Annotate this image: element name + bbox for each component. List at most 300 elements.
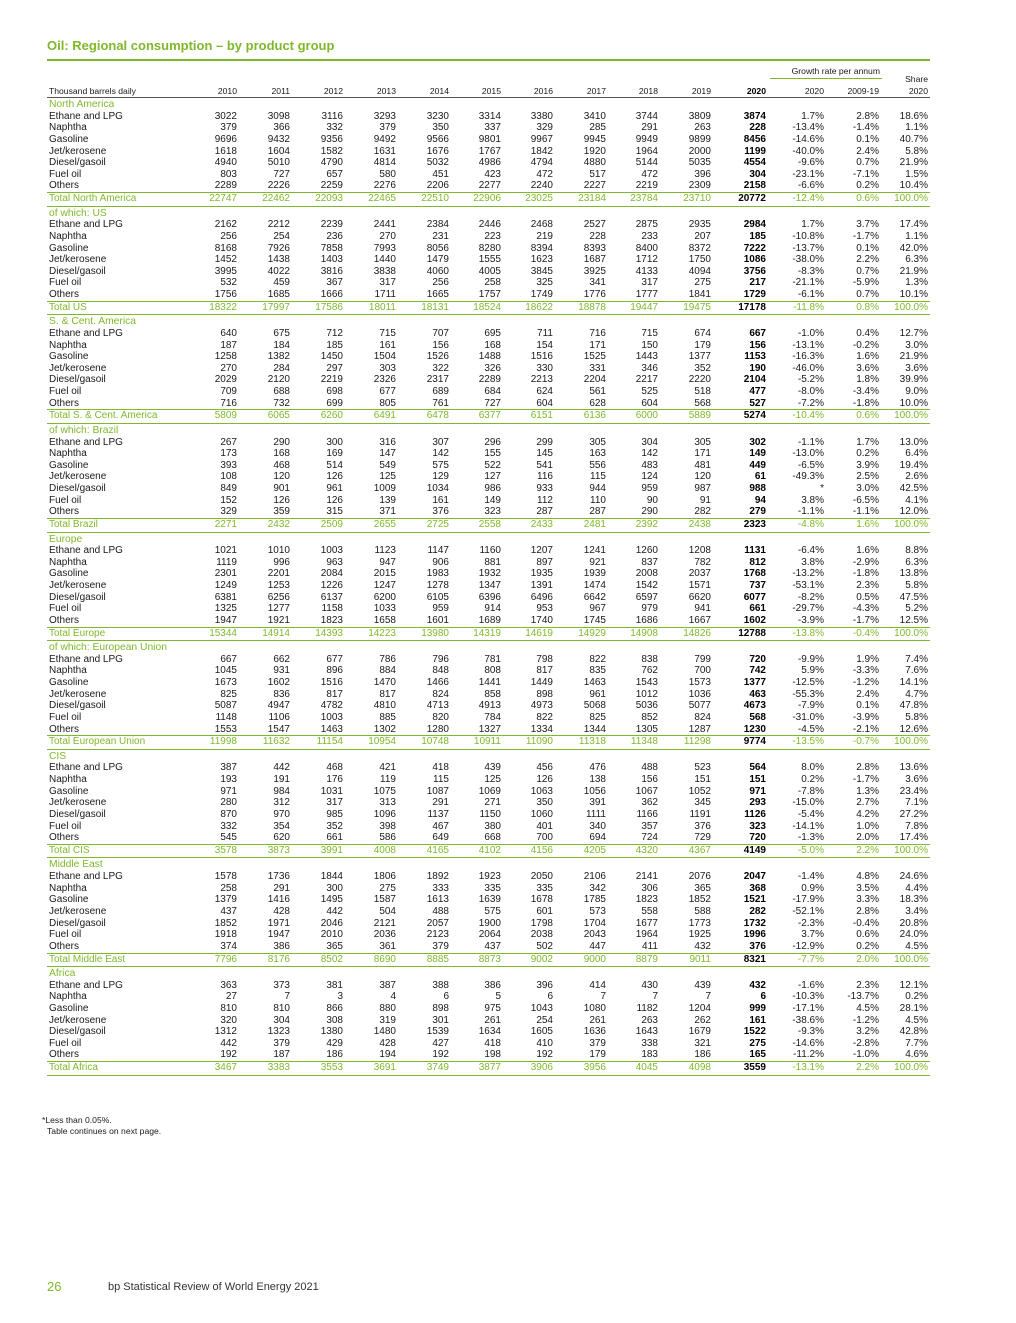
table-cell: -1.0%: [797, 327, 824, 339]
table-cell: 720: [749, 832, 766, 844]
table-cell: 604: [536, 397, 553, 409]
table-cell: -9.3%: [797, 1026, 824, 1038]
table-cell: 267: [220, 436, 237, 448]
table-cell: 333: [432, 882, 449, 894]
table-cell: 2984: [743, 219, 766, 231]
table-cell: 149: [484, 494, 501, 506]
table-cell: 115: [433, 774, 449, 786]
table-cell: 798: [536, 653, 553, 665]
table-cell: 4133: [635, 265, 658, 277]
table-cell: 350: [536, 797, 553, 809]
table-cell: 668: [484, 832, 501, 844]
table-cell: 2046: [320, 917, 343, 929]
product-label: Others: [49, 614, 80, 626]
table-cell: 3116: [321, 110, 343, 122]
table-cell: 126: [326, 494, 343, 506]
table-cell: 2655: [373, 519, 396, 530]
table-cell: 345: [694, 797, 711, 809]
footnote-continues: Table continues on next page.: [47, 1126, 162, 1136]
table-cell: 1745: [583, 614, 606, 626]
table-row: [47, 568, 930, 580]
product-label: Ethane and LPG: [49, 110, 123, 122]
section-heading-row: [47, 316, 930, 328]
table-cell: 2271: [214, 519, 237, 530]
table-cell: 304: [749, 168, 766, 180]
table-cell: 287: [536, 506, 553, 518]
table-cell: 2213: [530, 374, 553, 386]
publication-title: bp Statistical Review of World Energy 2021: [108, 1281, 319, 1293]
table-cell: 472: [641, 168, 658, 180]
table-cell: 168: [273, 448, 290, 460]
year-header: 2017: [586, 86, 606, 96]
table-cell: 9.0%: [905, 386, 928, 398]
table-cell: 836: [273, 688, 290, 700]
section-title: of which: Brazil: [49, 424, 119, 436]
table-row: [47, 774, 930, 786]
table-cell: 308: [326, 1014, 343, 1026]
year-header: 2011: [271, 86, 290, 96]
table-cell: 284: [273, 362, 290, 374]
table-cell: -6.4%: [797, 545, 824, 557]
table-cell: 379: [379, 122, 396, 134]
table-cell: 366: [273, 122, 290, 134]
table-cell: 112: [537, 494, 553, 506]
section-heading-row: [47, 859, 930, 871]
table-cell: 796: [432, 653, 449, 665]
table-cell: 961: [326, 483, 343, 495]
table-cell: 428: [273, 905, 290, 917]
table-cell: 1204: [688, 1002, 711, 1014]
table-cell: 151: [749, 774, 766, 786]
table-cell: 357: [641, 820, 658, 832]
table-cell: 1602: [267, 677, 290, 689]
table-cell: 7.1%: [905, 797, 928, 809]
table-cell: -1.0%: [852, 1049, 879, 1061]
table-cell: 661: [326, 832, 343, 844]
table-cell: 5036: [635, 700, 658, 712]
table-cell: 2010: [320, 929, 343, 941]
product-label: Gasoline: [49, 459, 89, 471]
table-row: [47, 700, 930, 712]
table-cell: 42.8%: [899, 1026, 928, 1038]
table-cell: 275: [379, 882, 396, 894]
table-row: [47, 374, 930, 386]
table-cell: -14.1%: [792, 820, 824, 832]
table-cell: 3578: [214, 844, 237, 856]
table-cell: 3.6%: [905, 362, 928, 374]
table-cell: 155: [484, 448, 501, 460]
table-row: [47, 871, 930, 883]
footnote-less-than: *Less than 0.05%.: [42, 1115, 112, 1125]
table-cell: 987: [694, 483, 711, 495]
total-label: Total Africa: [49, 1062, 98, 1074]
table-cell: 4.5%: [856, 1002, 879, 1014]
table-cell: 365: [694, 882, 711, 894]
table-cell: 7.4%: [905, 653, 928, 665]
table-cell: 6396: [478, 591, 501, 603]
table-cell: 2527: [583, 219, 606, 231]
table-cell: 376: [749, 940, 766, 952]
column-header-row: [47, 85, 930, 97]
table-cell: 880: [379, 1002, 396, 1014]
table-cell: 3874: [743, 110, 766, 122]
table-cell: 4673: [743, 700, 766, 712]
product-label: Naphtha: [49, 230, 87, 242]
table-cell: 1921: [267, 614, 290, 626]
table-cell: 300: [326, 436, 343, 448]
table-cell: 5144: [635, 157, 658, 169]
table-cell: 151: [694, 774, 711, 786]
table-cell: 11348: [630, 736, 658, 748]
table-cell: 1729: [743, 289, 766, 301]
table-cell: 11998: [209, 736, 237, 748]
table-cell: -7.7%: [797, 953, 824, 965]
table-cell: 439: [484, 762, 501, 774]
table-cell: 564: [749, 762, 766, 774]
table-cell: -8.0%: [797, 386, 824, 398]
table-cell: 724: [641, 832, 658, 844]
table-cell: 649: [432, 832, 449, 844]
table-cell: 6381: [214, 591, 237, 603]
table-cell: 1947: [267, 929, 290, 941]
table-cell: 1712: [635, 254, 658, 266]
table-cell: 332: [220, 820, 237, 832]
table-cell: 1704: [583, 917, 606, 929]
table-cell: 6478: [426, 410, 449, 422]
table-row: [47, 677, 930, 689]
table-cell: 488: [432, 905, 449, 917]
table-cell: 4094: [688, 265, 711, 277]
total-label: Total US: [49, 301, 87, 313]
table-cell: 1479: [426, 254, 449, 266]
table-cell: 898: [536, 688, 553, 700]
table-cell: 2076: [688, 871, 711, 883]
table-cell: 17586: [315, 301, 343, 313]
product-label: Naphtha: [49, 339, 87, 351]
table-cell: 6.3%: [905, 254, 928, 266]
table-cell: 115: [590, 471, 606, 483]
table-cell: 580: [379, 168, 396, 180]
table-cell: 432: [749, 979, 766, 991]
table-cell: 3559: [743, 1062, 766, 1074]
table-cell: 3.8%: [801, 494, 824, 506]
table-row: [47, 832, 930, 844]
table-cell: -21.1%: [792, 277, 824, 289]
table-cell: 126: [536, 774, 553, 786]
table-cell: 1773: [688, 917, 711, 929]
table-cell: 451: [432, 168, 449, 180]
table-cell: -2.9%: [852, 556, 879, 568]
table-cell: 18524: [473, 301, 501, 313]
table-cell: 6260: [320, 410, 343, 422]
table-cell: 549: [379, 459, 396, 471]
table-cell: 1.9%: [856, 653, 879, 665]
table-cell: 3.5%: [856, 882, 879, 894]
table-cell: 1613: [426, 894, 449, 906]
table-cell: 1253: [267, 580, 290, 592]
table-cell: 1920: [583, 145, 606, 157]
table-cell: 1767: [478, 145, 501, 157]
table-cell: 2226: [267, 180, 290, 192]
table-cell: 695: [484, 327, 501, 339]
table-cell: 3.7%: [856, 219, 879, 231]
table-cell: 6377: [478, 410, 501, 422]
table-cell: 139: [379, 494, 396, 506]
table-cell: -2.8%: [852, 1037, 879, 1049]
table-cell: 1604: [267, 145, 290, 157]
table-cell: 941: [694, 603, 711, 615]
table-cell: 575: [432, 459, 449, 471]
table-cell: -6.1%: [797, 289, 824, 301]
table-cell: 2433: [530, 519, 553, 530]
table-row: [47, 906, 930, 918]
table-cell: 1578: [214, 871, 237, 883]
table-cell: 1377: [688, 351, 711, 363]
table-cell: 192: [536, 1049, 553, 1061]
table-cell: 352: [694, 362, 711, 374]
table-cell: 4.5%: [905, 940, 928, 952]
table-cell: 156: [641, 774, 658, 786]
table-cell: 817: [379, 688, 396, 700]
table-cell: 300: [326, 882, 343, 894]
product-label: Diesel/gasoil: [49, 265, 106, 277]
table-cell: 1031: [320, 785, 343, 797]
table-cell: 301: [432, 1014, 449, 1026]
table-cell: 1521: [743, 894, 766, 906]
table-cell: 39.9%: [899, 374, 928, 386]
product-label: Gasoline: [49, 677, 89, 689]
table-cell: 3873: [267, 844, 290, 856]
table-cell: 313: [379, 797, 396, 809]
table-cell: 667: [220, 653, 237, 665]
table-cell: 4940: [214, 157, 237, 169]
table-cell: 5035: [688, 157, 711, 169]
table-row: [47, 448, 930, 460]
table-cell: 24.6%: [899, 871, 928, 883]
total-row: [47, 953, 930, 968]
product-label: Gasoline: [49, 568, 89, 580]
table-cell: 1182: [636, 1002, 658, 1014]
table-cell: 5: [495, 991, 501, 1003]
table-cell: 261: [484, 1014, 501, 1026]
table-cell: 1440: [373, 254, 396, 266]
table-cell: 7.7%: [905, 1037, 928, 1049]
table-cell: 1785: [583, 894, 606, 906]
product-label: Gasoline: [49, 785, 89, 797]
table-cell: 447: [589, 940, 606, 952]
table-cell: 1147: [427, 545, 449, 557]
table-cell: 138: [589, 774, 606, 786]
table-cell: 1166: [636, 808, 658, 820]
table-cell: 688: [273, 386, 290, 398]
product-label: Fuel oil: [49, 168, 82, 180]
table-cell: 1643: [635, 1026, 658, 1038]
table-cell: 858: [484, 688, 501, 700]
table-row: [47, 1003, 930, 1015]
table-cell: 1488: [478, 351, 501, 363]
table-cell: 4.5%: [905, 1014, 928, 1026]
table-cell: 825: [220, 688, 237, 700]
table-cell: 6.4%: [905, 448, 928, 460]
table-cell: 291: [273, 882, 290, 894]
table-cell: 6491: [373, 410, 396, 422]
table-cell: 2121: [373, 917, 396, 929]
table-cell: 11298: [683, 736, 711, 748]
table-cell: 18878: [578, 301, 606, 313]
table-cell: 1334: [530, 723, 553, 735]
table-cell: 18131: [421, 301, 449, 313]
product-label: Fuel oil: [49, 820, 82, 832]
table-cell: 2.2%: [856, 844, 879, 856]
table-cell: -1.8%: [852, 397, 879, 409]
table-row: [47, 471, 930, 483]
table-cell: 2309: [688, 180, 711, 192]
table-cell: 100.0%: [894, 627, 928, 639]
header-rule: [47, 97, 930, 98]
table-cell: 1618: [214, 145, 237, 157]
table-cell: 23710: [683, 193, 711, 205]
table-cell: -10.4%: [792, 410, 824, 422]
table-cell: 1553: [214, 723, 237, 735]
table-cell: 1504: [373, 351, 396, 363]
year-header: 2010: [217, 86, 237, 96]
table-cell: 1466: [426, 677, 449, 689]
table-cell: 1686: [635, 614, 658, 626]
table-cell: 2206: [426, 180, 449, 192]
table-cell: 2.4%: [856, 145, 879, 157]
table-cell: 299: [536, 436, 553, 448]
table-cell: 2141: [635, 871, 658, 883]
table-cell: -6.5%: [797, 459, 824, 471]
table-cell: 881: [484, 556, 501, 568]
table-cell: -1.7%: [852, 230, 879, 242]
table-cell: 3: [337, 991, 343, 1003]
table-cell: 19475: [683, 301, 711, 313]
table-cell: 586: [379, 832, 396, 844]
table-cell: 3293: [373, 110, 396, 122]
table-cell: 5809: [214, 410, 237, 422]
table-cell: -11.8%: [793, 301, 824, 313]
table-cell: 1.7%: [856, 436, 879, 448]
product-label: Jet/kerosene: [49, 797, 107, 809]
table-cell: 27.2%: [899, 808, 928, 820]
table-cell: 7: [652, 991, 658, 1003]
table-cell: 781: [484, 653, 501, 665]
table-cell: 476: [589, 762, 606, 774]
table-cell: 337: [484, 122, 501, 134]
table-cell: 898: [432, 1002, 449, 1014]
table-cell: 2036: [373, 929, 396, 941]
section-title: of which: European Union: [49, 642, 167, 654]
table-cell: 984: [273, 785, 290, 797]
table-cell: 805: [379, 397, 396, 409]
table-cell: 352: [326, 820, 343, 832]
section-title: North America: [49, 99, 115, 110]
total-row: [47, 627, 930, 642]
table-cell: 9774: [743, 736, 766, 748]
table-cell: 9967: [530, 133, 553, 145]
table-cell: -2.3%: [797, 917, 824, 929]
table-cell: 280: [220, 797, 237, 809]
table-cell: -1.7%: [852, 774, 879, 786]
table-row: [47, 712, 930, 724]
table-cell: 1003: [320, 711, 343, 723]
table-cell: 4.7%: [905, 688, 928, 700]
table-cell: 367: [326, 277, 343, 289]
table-cell: 1052: [688, 785, 711, 797]
table-cell: 312: [273, 797, 290, 809]
table-cell: 9011: [689, 953, 711, 965]
table-cell: 365: [326, 940, 343, 952]
table-cell: 1323: [267, 1026, 290, 1038]
table-cell: 354: [273, 820, 290, 832]
table-row: [47, 941, 930, 953]
table-cell: 321: [694, 1037, 711, 1049]
year-header: 2019: [691, 86, 711, 96]
table-cell: 808: [484, 665, 501, 677]
table-cell: 4008: [373, 844, 396, 856]
table-cell: 4320: [635, 844, 658, 856]
table-cell: 674: [694, 327, 711, 339]
table-cell: 7: [284, 991, 290, 1003]
table-cell: 1666: [320, 289, 343, 301]
table-cell: 662: [273, 653, 290, 665]
product-label: Ethane and LPG: [49, 762, 123, 774]
table-cell: 2037: [688, 568, 711, 580]
table-cell: 824: [694, 711, 711, 723]
table-cell: 449: [749, 459, 766, 471]
table-cell: 219: [536, 230, 553, 242]
table-cell: 812: [749, 556, 766, 568]
table-cell: 1148: [215, 711, 237, 723]
table-cell: 3.0%: [905, 339, 928, 351]
table-cell: 2.8%: [856, 110, 879, 122]
table-cell: 6: [443, 991, 449, 1003]
table-cell: 0.2%: [856, 180, 879, 192]
table-cell: 1932: [478, 568, 501, 580]
table-cell: 100.0%: [894, 410, 928, 422]
table-cell: 1667: [688, 614, 711, 626]
table-cell: -13.5%: [792, 736, 824, 748]
table-cell: 8690: [373, 953, 396, 965]
table-row: [47, 180, 930, 192]
table-cell: 161: [379, 339, 396, 351]
table-cell: 22093: [315, 193, 343, 205]
table-cell: 624: [536, 386, 553, 398]
table-cell: 1947: [214, 614, 237, 626]
total-label: Total Europe: [49, 627, 106, 639]
table-cell: 502: [536, 940, 553, 952]
table-cell: 430: [641, 979, 658, 991]
table-cell: 304: [273, 1014, 290, 1026]
table-cell: 1056: [583, 785, 606, 797]
table-cell: 100.0%: [894, 301, 928, 313]
table-cell: -17.9%: [792, 894, 824, 906]
section-heading-row: [47, 99, 930, 111]
table-cell: 6620: [688, 591, 711, 603]
table-cell: 119: [380, 774, 396, 786]
product-label: Jet/kerosene: [49, 145, 107, 157]
table-cell: 1605: [530, 1026, 553, 1038]
table-cell: 5274: [743, 410, 766, 422]
table-cell: 1075: [373, 785, 396, 797]
total-row: [47, 192, 930, 207]
table-cell: 19.4%: [899, 459, 928, 471]
table-cell: 116: [537, 471, 553, 483]
table-cell: -7.9%: [797, 700, 824, 712]
table-cell: 1964: [635, 929, 658, 941]
total-row: [47, 409, 930, 424]
